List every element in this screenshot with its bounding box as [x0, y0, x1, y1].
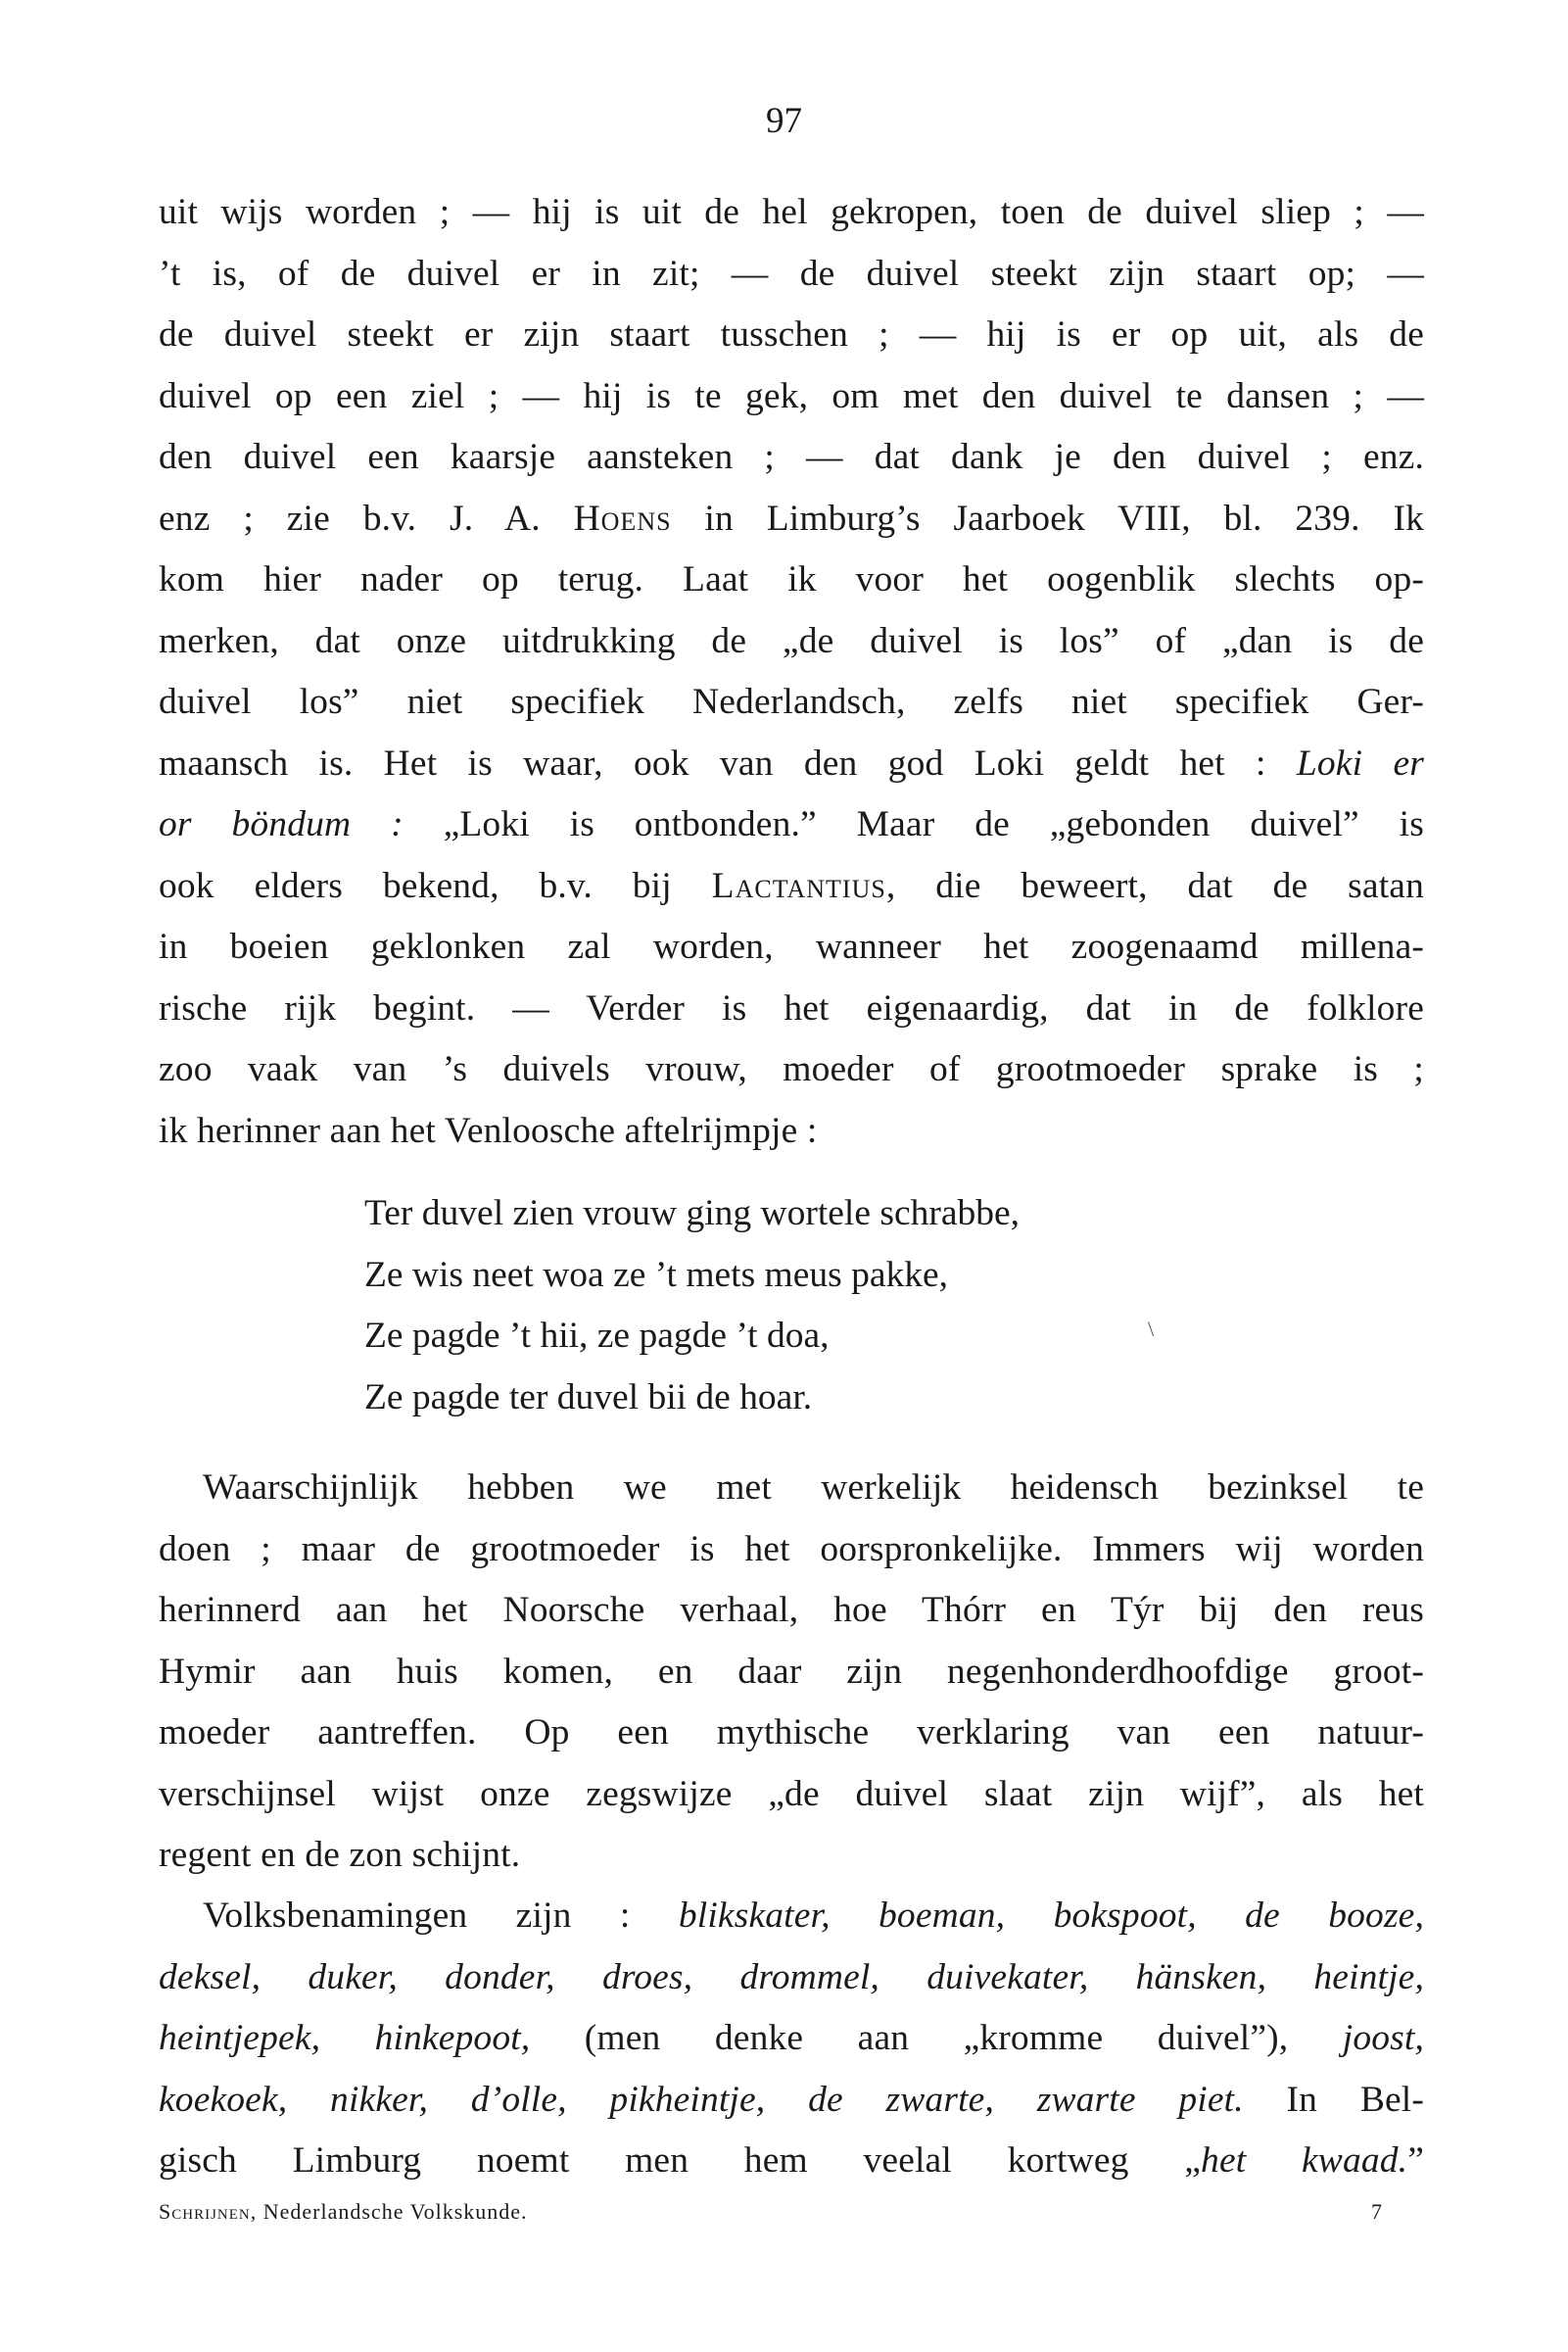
italic-phrase: blikskater, boeman, bokspoot, de booze, [678, 1896, 1424, 1936]
signature-mark: 7 [1371, 2199, 1383, 2224]
text-line: duivel los” niet specifiek Nederlandsch, zelfs niet specifiek Ger- [159, 682, 1424, 722]
italic-phrase: deksel, duker, donder, droes, drommel, duivekater, hänsken, heintje, [159, 1956, 1424, 1997]
text-line: ’t is, of de duivel er in zit; — de duivel steekt zijn staart op; — [159, 253, 1424, 294]
author-name-hoens: Hoens [573, 498, 672, 539]
verse-block [364, 1183, 1265, 1428]
paragraph-1 [159, 182, 1424, 1162]
italic-phrase: het kwaad. [1201, 2140, 1408, 2181]
text-line: Hymir aan huis komen, en daar zijn negenhonderdhoofdige groot- [159, 1651, 1424, 1692]
author-name-lactantius: Lactantius [711, 865, 886, 906]
text-line: heintjepek, hinkepoot, (men denke aan „kromme duivel”), joost, [159, 2018, 1424, 2058]
text-line: in boeien geklonken zal worden, wanneer het zoogenaamd millena- [159, 927, 1424, 967]
text-line: ook elders bekend, b.v. bij Lactantius, die beweert, dat de satan [159, 865, 1424, 906]
text-line: gisch Limburg noemt men hem veelal kortweg „het kwaad.” [159, 2140, 1424, 2181]
text-line: merken, dat onze uitdrukking de „de duivel is los” of „dan is de [159, 620, 1424, 661]
text-line: or böndum : „Loki is ontbonden.” Maar de „gebonden duivel” is [159, 804, 1424, 844]
text-line: verschijnsel wijst onze zegswijze „de duivel slaat zijn wijf”, als het [159, 1773, 1424, 1814]
text-line: de duivel steekt er zijn staart tusschen ; — hij is er op uit, als de [159, 314, 1424, 355]
text-line: maansch is. Het is waar, ook van den god Loki geldt het : Loki er [159, 743, 1424, 784]
footer-title: , Nederlandsche Volkskunde. [250, 2199, 528, 2224]
text-line: doen ; maar de grootmoeder is het oorspronkelijke. Immers wij worden [159, 1528, 1424, 1569]
page-footer [159, 2199, 1383, 2225]
paragraph-3 [159, 1886, 1424, 2192]
text-line: Waarschijnlijk hebben we met werkelijk heidensch bezinksel te [203, 1467, 1424, 1508]
italic-phrase: Loki er [1296, 743, 1424, 784]
text-line: kom hier nader op terug. Laat ik voor het oogenblik slechts op- [159, 559, 1424, 600]
paragraph-2 [159, 1458, 1424, 1887]
italic-phrase: or böndum : [159, 804, 404, 844]
text-line: moeder aantreffen. Op een mythische verklaring van een natuur- [159, 1712, 1424, 1752]
italic-phrase: joost, [1342, 2018, 1424, 2058]
text-line: den duivel een kaarsje aansteken ; — dat dank je den duivel ; enz. [159, 437, 1424, 477]
text-line: rische rijk begint. — Verder is het eigenaardig, dat in de folklore [159, 987, 1424, 1029]
page-number: 97 [766, 101, 802, 141]
verse-line: Ze pagde ’t hii, ze pagde ’t doa, [364, 1316, 830, 1356]
verse-line: Ter duvel zien vrouw ging wortele schrabbe, [364, 1193, 1021, 1233]
text-line: koekoek, nikker, d’olle, pikheintje, de zwarte, zwarte piet. In Bel- [159, 2079, 1424, 2120]
italic-phrase: koekoek, nikker, d’olle, pikheintje, de zwarte, zwarte piet. [159, 2079, 1244, 2120]
text-line: ik herinner aan het Venloosche aftelrijmpje : [159, 1110, 818, 1151]
stray-mark: \ [1148, 1317, 1155, 1341]
text-line: zoo vaak van ’s duivels vrouw, moeder of grootmoeder sprake is ; [159, 1049, 1424, 1089]
verse-line: Ze wis neet woa ze ’t mets meus pakke, [364, 1254, 948, 1295]
text-line: regent en de zon schijnt. [159, 1835, 521, 1875]
verse-line: Ze pagde ter duvel bii de hoar. [364, 1376, 813, 1417]
text-line: herinnerd aan het Noorsche verhaal, hoe Thórr en Týr bij den reus [159, 1590, 1424, 1630]
text-line [159, 1947, 1424, 2009]
text-line: Volksbenamingen zijn : blikskater, boeman, bokspoot, de booze, [203, 1896, 1424, 1936]
italic-phrase: heintjepek, hinkepoot, [159, 2018, 531, 2058]
text-line: enz ; zie b.v. J. A. Hoens in Limburg’s Jaarboek VIII, bl. 239. Ik [159, 498, 1424, 539]
text-line: uit wijs worden ; — hij is uit de hel gekropen, toen de duivel sliep ; — [159, 192, 1424, 232]
footer-author: Schrijnen [159, 2199, 251, 2224]
text-line: duivel op een ziel ; — hij is te gek, om met den duivel te dansen ; — [159, 375, 1424, 416]
